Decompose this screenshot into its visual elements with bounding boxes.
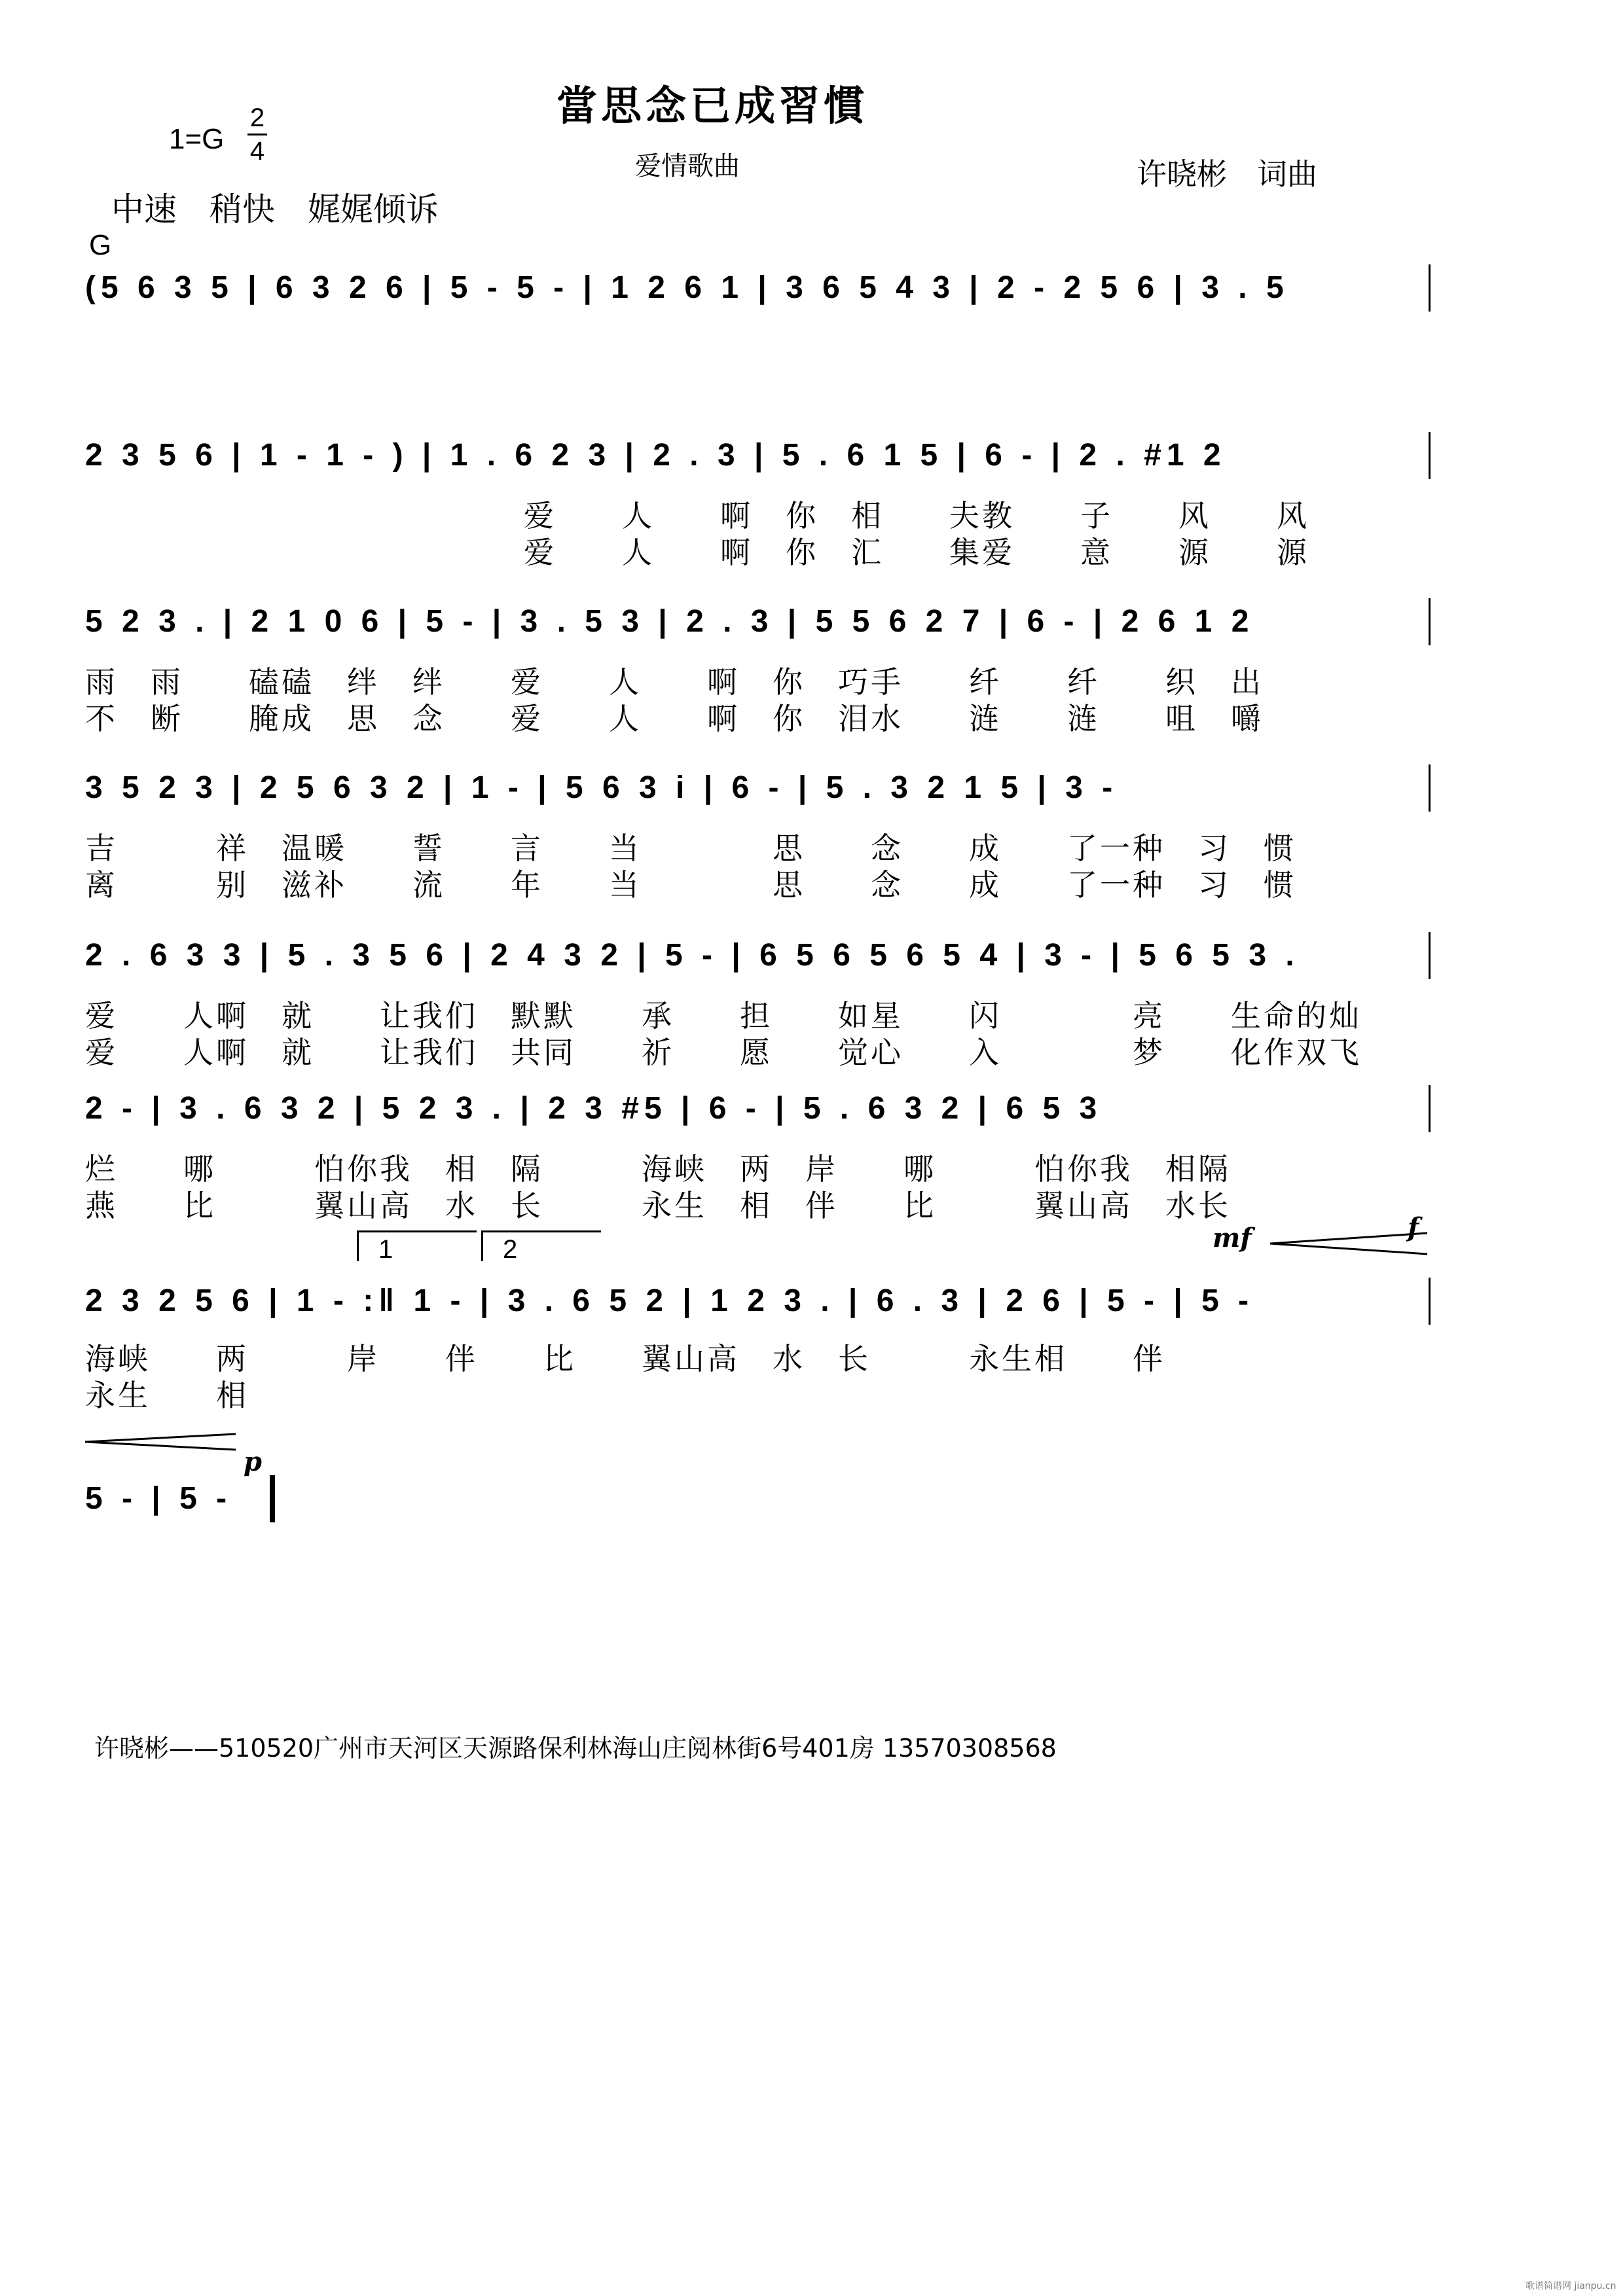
final-barline: [270, 1475, 275, 1522]
notation-row-4: 3 5 2 3 | 2 5 6 3 2 | 1 - | 5 6 3 i | 6 - | 5 . 3 2 1 5 | 3 -: [85, 770, 1118, 805]
genre-label: 爱情歌曲: [635, 151, 740, 181]
lyric-row-3-verse-1: 雨 雨 磕磕 绊 绊 爱 人 啊 你 巧手 纤 纤 织 出: [85, 664, 1264, 700]
volta-first-ending: 1: [357, 1230, 477, 1261]
volta-second-ending: 2: [481, 1230, 601, 1261]
notation-row-6: 2 - | 3 . 6 3 2 | 5 2 3 . | 2 3 #5 | 6 - | 5 . 6 3 2 | 6 5 3: [85, 1091, 1103, 1126]
lyric-row-6-verse-1: 烂 哪 怕你我 相 隔 海峡 两 岸 哪 怕你我 相隔: [85, 1151, 1231, 1187]
end-barline-row-5: [1429, 932, 1431, 979]
lyric-row-7-verse-2: 永生 相: [85, 1378, 249, 1413]
decrescendo-hairpin: [85, 1432, 242, 1452]
time-signature-bottom: 4: [249, 137, 265, 166]
notation-row-1: (5 6 3 5 | 6 3 2 6 | 5 - 5 - | 1 2 6 1 | 3 6 5 4 3 | 2 - 2 5 6 | 3 . 5: [85, 270, 1289, 305]
dynamic-f: f: [1408, 1212, 1419, 1243]
site-watermark: 歌谱简谱网 jianpu.cn: [1525, 2281, 1616, 2291]
song-title: 當思念已成習慣: [556, 82, 869, 130]
time-signature-top: 2: [249, 103, 265, 132]
lyric-row-4-verse-1: 吉 祥 温暖 誓 言 当 思 念 成 了一种 习 惯: [85, 831, 1296, 866]
lyric-row-2-verse-1: 爱 人 啊 你 相 夫教 子 风 风: [524, 498, 1309, 533]
notation-row-5: 2 . 6 3 3 | 5 . 3 5 6 | 2 4 3 2 | 5 - | 6 5 6 5 6 5 4 | 3 - | 5 6 5 3 .: [85, 938, 1300, 973]
lyric-row-5-verse-1: 爱 人啊 就 让我们 默默 承 担 如星 闪 亮 生命的灿: [85, 998, 1362, 1033]
end-barline-row-4: [1429, 764, 1431, 812]
chord-symbol: G: [89, 229, 112, 261]
contact-footer: 许晓彬——510520广州市天河区天源路保利林海山庄阅林街6号401房 13570308568: [94, 1734, 1057, 1763]
end-barline-row-2: [1429, 432, 1431, 479]
dynamic-mf: mf: [1213, 1223, 1252, 1253]
key-signature: 1=G: [169, 123, 225, 155]
end-barline-row-7: [1429, 1278, 1431, 1325]
end-barline-row-3: [1429, 598, 1431, 645]
lyric-row-3-verse-2: 不 断 腌成 思 念 爱 人 啊 你 泪水 涟 涟 咀 嚼: [85, 701, 1264, 736]
time-signature-line: [247, 134, 267, 135]
notation-row-7: 2 3 2 5 6 | 1 - :‖ 1 - | 3 . 6 5 2 | 1 2 3 . | 6 . 3 | 2 6 | 5 - | 5 -: [85, 1283, 1254, 1318]
lyric-row-6-verse-2: 燕 比 翼山高 水 长 永生 相 伴 比 翼山高 水长: [85, 1188, 1231, 1223]
dynamic-p: p: [244, 1446, 262, 1477]
lyric-row-4-verse-2: 离 别 滋补 流 年 当 思 念 成 了一种 习 惯: [85, 867, 1296, 903]
lyric-row-7-verse-1: 海峡 两 岸 伴 比 翼山高 水 长 永生相 伴: [85, 1341, 1165, 1376]
time-signature: [247, 103, 267, 166]
notation-row-8: 5 - | 5 -: [85, 1481, 232, 1516]
notation-row-3: 5 2 3 . | 2 1 0 6 | 5 - | 3 . 5 3 | 2 . 3 | 5 5 6 2 7 | 6 - | 2 6 1 2: [85, 604, 1254, 639]
tempo-marking: 中速 稍快 娓娓倾诉: [111, 190, 439, 228]
lyric-row-2-verse-2: 爱 人 啊 你 汇 集爱 意 源 源: [524, 535, 1309, 570]
composer-credit: 许晓彬 词曲: [1137, 156, 1317, 192]
notation-row-2: 2 3 5 6 | 1 - 1 - ) | 1 . 6 2 3 | 2 . 3 | 5 . 6 1 5 | 6 - | 2 . #1 2: [85, 438, 1226, 473]
lyric-row-5-verse-2: 爱 人啊 就 让我们 共同 祈 愿 觉心 入 梦 化作双飞: [85, 1035, 1362, 1070]
end-barline-row-1: [1429, 264, 1431, 312]
end-barline-row-6: [1429, 1085, 1431, 1132]
